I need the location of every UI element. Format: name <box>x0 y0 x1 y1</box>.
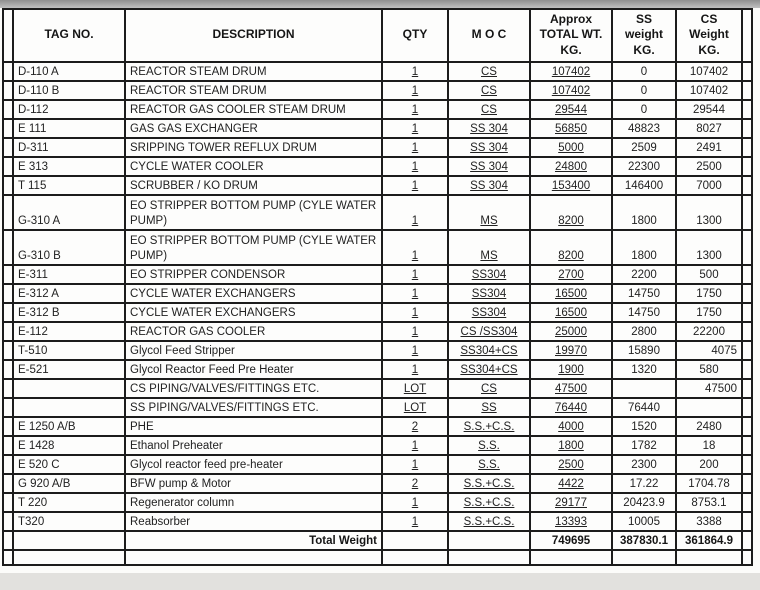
right-sliver-cell <box>742 195 752 230</box>
qty-cell: 1 <box>382 138 448 157</box>
right-sliver-cell <box>742 550 752 565</box>
tag-cell: E-312 A <box>13 284 125 303</box>
qty-cell: 1 <box>382 195 448 230</box>
table-row <box>3 474 752 493</box>
qty-cell: LOT <box>382 379 448 398</box>
column-header-description: DESCRIPTION <box>125 9 382 62</box>
blank-ss-cell <box>612 550 676 565</box>
description-cell: CS PIPING/VALVES/FITTINGS ETC. <box>125 379 382 398</box>
description-cell: REACTOR STEAM DRUM <box>125 81 382 100</box>
left-sliver-cell <box>3 230 13 265</box>
right-sliver-cell <box>742 322 752 341</box>
approx-cell: 24800 <box>530 157 612 176</box>
moc-cell: SS <box>448 398 530 417</box>
right-sliver-cell <box>742 493 752 512</box>
blank-cs-cell <box>676 550 742 565</box>
table-row <box>3 303 752 322</box>
approx-cell: 29177 <box>530 493 612 512</box>
tag-cell: E 1428 <box>13 436 125 455</box>
tag-cell: E-311 <box>13 265 125 284</box>
tag-cell: E 111 <box>13 119 125 138</box>
cs-cell: 1300 <box>676 195 742 230</box>
moc-cell: CS <box>448 62 530 81</box>
tag-cell: D-311 <box>13 138 125 157</box>
right-sliver-cell <box>742 512 752 531</box>
ss-cell: 20423.9 <box>612 493 676 512</box>
ss-cell: 0 <box>612 100 676 119</box>
blank-row <box>3 550 752 565</box>
right-sliver-cell <box>742 157 752 176</box>
tag-cell: D-110 B <box>13 81 125 100</box>
cs-cell: 7000 <box>676 176 742 195</box>
moc-cell: SS304 <box>448 284 530 303</box>
ss-cell: 22300 <box>612 157 676 176</box>
table-row <box>3 138 752 157</box>
cs-cell: 107402 <box>676 81 742 100</box>
left-sliver-cell <box>3 474 13 493</box>
description-cell: Ethanol Preheater <box>125 436 382 455</box>
ss-cell: 14750 <box>612 303 676 322</box>
right-sliver-cell <box>742 379 752 398</box>
cs-cell: 107402 <box>676 62 742 81</box>
right-sliver-cell <box>742 62 752 81</box>
left-sliver-cell <box>3 284 13 303</box>
approx-cell: 107402 <box>530 81 612 100</box>
qty-cell: 2 <box>382 474 448 493</box>
cs-cell: 4075 <box>676 341 742 360</box>
description-cell: SS PIPING/VALVES/FITTINGS ETC. <box>125 398 382 417</box>
approx-cell: 4000 <box>530 417 612 436</box>
description-cell: Glycol Reactor Feed Pre Heater <box>125 360 382 379</box>
approx-cell: 76440 <box>530 398 612 417</box>
cs-cell: 3388 <box>676 512 742 531</box>
cs-cell: 580 <box>676 360 742 379</box>
cs-cell: 2500 <box>676 157 742 176</box>
total-tag-cell <box>13 531 125 550</box>
tag-cell: E 313 <box>13 157 125 176</box>
approx-cell: 29544 <box>530 100 612 119</box>
left-sliver-cell <box>3 398 13 417</box>
moc-cell: SS304 <box>448 303 530 322</box>
cs-cell <box>676 398 742 417</box>
approx-cell: 1900 <box>530 360 612 379</box>
moc-cell: CS <box>448 81 530 100</box>
moc-cell: CS <box>448 100 530 119</box>
left-sliver-cell <box>3 360 13 379</box>
left-sliver-cell <box>3 157 13 176</box>
blank-approx-cell <box>530 550 612 565</box>
ss-cell: 1800 <box>612 195 676 230</box>
qty-cell: 1 <box>382 341 448 360</box>
cs-cell: 2491 <box>676 138 742 157</box>
right-sliver-cell <box>742 138 752 157</box>
right-sliver-cell <box>742 119 752 138</box>
description-cell: SCRUBBER / KO DRUM <box>125 176 382 195</box>
description-cell: GAS GAS EXCHANGER <box>125 119 382 138</box>
approx-cell: 153400 <box>530 176 612 195</box>
qty-cell: 1 <box>382 284 448 303</box>
column-header-ss: SS weight KG. <box>612 9 676 62</box>
column-header-moc: M O C <box>448 9 530 62</box>
ss-cell: 1520 <box>612 417 676 436</box>
description-cell: REACTOR GAS COOLER <box>125 322 382 341</box>
qty-cell: 1 <box>382 62 448 81</box>
cs-cell: 47500 <box>676 379 742 398</box>
qty-cell: 2 <box>382 417 448 436</box>
cs-cell: 1300 <box>676 230 742 265</box>
left-sliver-cell <box>3 322 13 341</box>
moc-cell: S.S.+C.S. <box>448 493 530 512</box>
qty-cell: 1 <box>382 360 448 379</box>
moc-cell: S.S.+C.S. <box>448 417 530 436</box>
ss-cell: 0 <box>612 81 676 100</box>
ss-cell: 76440 <box>612 398 676 417</box>
moc-cell: S.S. <box>448 455 530 474</box>
tag-cell: E 1250 A/B <box>13 417 125 436</box>
right-sliver-cell <box>742 360 752 379</box>
moc-cell: CS /SS304 <box>448 322 530 341</box>
left-sliver-cell <box>3 176 13 195</box>
right-sliver-cell <box>742 531 752 550</box>
ss-cell <box>612 379 676 398</box>
qty-cell: 1 <box>382 493 448 512</box>
table-row <box>3 62 752 81</box>
qty-cell: 1 <box>382 436 448 455</box>
ss-cell: 48823 <box>612 119 676 138</box>
qty-cell: 1 <box>382 100 448 119</box>
table-row <box>3 157 752 176</box>
cs-cell: 8027 <box>676 119 742 138</box>
ss-cell: 1800 <box>612 230 676 265</box>
moc-cell: MS <box>448 195 530 230</box>
left-sliver-cell <box>3 379 13 398</box>
description-cell: EO STRIPPER BOTTOM PUMP (CYLE WATER PUMP) <box>125 195 382 230</box>
ss-cell: 146400 <box>612 176 676 195</box>
qty-cell: LOT <box>382 398 448 417</box>
table-row <box>3 265 752 284</box>
right-sliver-cell <box>742 9 752 62</box>
qty-cell: 1 <box>382 512 448 531</box>
blank-moc-cell <box>448 550 530 565</box>
left-sliver-cell <box>3 493 13 512</box>
approx-cell: 13393 <box>530 512 612 531</box>
approx-cell: 19970 <box>530 341 612 360</box>
qty-cell: 1 <box>382 176 448 195</box>
left-sliver-cell <box>3 81 13 100</box>
tag-cell: T 220 <box>13 493 125 512</box>
approx-cell: 25000 <box>530 322 612 341</box>
qty-cell: 1 <box>382 157 448 176</box>
right-sliver-cell <box>742 230 752 265</box>
cs-cell: 22200 <box>676 322 742 341</box>
left-sliver-cell <box>3 119 13 138</box>
table-header-row <box>3 9 752 62</box>
ss-cell: 1782 <box>612 436 676 455</box>
right-sliver-cell <box>742 81 752 100</box>
description-cell: REACTOR STEAM DRUM <box>125 62 382 81</box>
approx-cell: 16500 <box>530 284 612 303</box>
approx-cell: 1800 <box>530 436 612 455</box>
right-sliver-cell <box>742 436 752 455</box>
right-sliver-cell <box>742 265 752 284</box>
ss-cell: 2300 <box>612 455 676 474</box>
description-cell: Regenerator column <box>125 493 382 512</box>
cs-cell: 500 <box>676 265 742 284</box>
moc-cell: S.S. <box>448 436 530 455</box>
tag-cell: D-110 A <box>13 62 125 81</box>
tag-cell: T-510 <box>13 341 125 360</box>
right-sliver-cell <box>742 398 752 417</box>
tag-cell: E-112 <box>13 322 125 341</box>
table-header <box>3 9 752 62</box>
approx-cell: 4422 <box>530 474 612 493</box>
description-cell: Glycol Feed Stripper <box>125 341 382 360</box>
tag-cell: E 520 C <box>13 455 125 474</box>
left-sliver-cell <box>3 100 13 119</box>
left-sliver-cell <box>3 550 13 565</box>
top-gray-strip <box>0 0 760 8</box>
cs-cell: 1750 <box>676 303 742 322</box>
table-row <box>3 417 752 436</box>
cs-cell: 1704.78 <box>676 474 742 493</box>
ss-cell: 10005 <box>612 512 676 531</box>
left-sliver-cell <box>3 195 13 230</box>
approx-cell: 16500 <box>530 303 612 322</box>
approx-cell: 2700 <box>530 265 612 284</box>
table-row <box>3 398 752 417</box>
left-sliver-cell <box>3 417 13 436</box>
right-sliver-cell <box>742 100 752 119</box>
tag-cell: E-312 B <box>13 303 125 322</box>
column-header-qty: QTY <box>382 9 448 62</box>
moc-cell: MS <box>448 230 530 265</box>
tag-cell: T320 <box>13 512 125 531</box>
cs-cell: 1750 <box>676 284 742 303</box>
description-cell: CYCLE WATER EXCHANGERS <box>125 284 382 303</box>
qty-cell: 1 <box>382 455 448 474</box>
column-header-cs: CS Weight KG. <box>676 9 742 62</box>
moc-cell: SS304+CS <box>448 341 530 360</box>
cs-cell: 29544 <box>676 100 742 119</box>
left-sliver-cell <box>3 341 13 360</box>
left-sliver-cell <box>3 138 13 157</box>
ss-cell: 2200 <box>612 265 676 284</box>
moc-cell: SS 304 <box>448 138 530 157</box>
ss-cell: 0 <box>612 62 676 81</box>
total-row <box>3 531 752 550</box>
moc-cell: CS <box>448 379 530 398</box>
qty-cell: 1 <box>382 303 448 322</box>
ss-cell: 1320 <box>612 360 676 379</box>
cs-cell: 8753.1 <box>676 493 742 512</box>
equipment-weight-table <box>2 8 753 566</box>
ss-cell: 14750 <box>612 284 676 303</box>
approx-cell: 47500 <box>530 379 612 398</box>
table-row <box>3 512 752 531</box>
total-approx-cell: 749695 <box>530 531 612 550</box>
approx-cell: 56850 <box>530 119 612 138</box>
table-row <box>3 379 752 398</box>
right-sliver-cell <box>742 284 752 303</box>
blank-description-cell <box>125 550 382 565</box>
approx-cell: 8200 <box>530 230 612 265</box>
table-row <box>3 195 752 230</box>
bottom-gray-strip <box>0 573 760 590</box>
table-row <box>3 322 752 341</box>
table-row <box>3 230 752 265</box>
table-row <box>3 81 752 100</box>
left-sliver-cell <box>3 512 13 531</box>
qty-cell: 1 <box>382 265 448 284</box>
ss-cell: 15890 <box>612 341 676 360</box>
description-cell: REACTOR GAS COOLER STEAM DRUM <box>125 100 382 119</box>
table-row <box>3 176 752 195</box>
table-body <box>3 62 752 565</box>
column-header-approx: Approx TOTAL WT. KG. <box>530 9 612 62</box>
moc-cell: SS 304 <box>448 176 530 195</box>
right-sliver-cell <box>742 417 752 436</box>
blank-tag-cell <box>13 550 125 565</box>
approx-cell: 5000 <box>530 138 612 157</box>
left-sliver-cell <box>3 531 13 550</box>
tag-cell: G 920 A/B <box>13 474 125 493</box>
description-cell: PHE <box>125 417 382 436</box>
tag-cell <box>13 379 125 398</box>
qty-cell: 1 <box>382 230 448 265</box>
description-cell: EO STRIPPER BOTTOM PUMP (CYLE WATER PUMP) <box>125 230 382 265</box>
left-sliver-cell <box>3 62 13 81</box>
right-sliver-cell <box>742 474 752 493</box>
description-cell: CYCLE WATER EXCHANGERS <box>125 303 382 322</box>
table-row <box>3 360 752 379</box>
ss-cell: 2800 <box>612 322 676 341</box>
tag-cell: G-310 B <box>13 230 125 265</box>
moc-cell: SS304+CS <box>448 360 530 379</box>
right-sliver-cell <box>742 176 752 195</box>
description-cell: BFW pump & Motor <box>125 474 382 493</box>
column-header-tag: TAG NO. <box>13 9 125 62</box>
ss-cell: 2509 <box>612 138 676 157</box>
description-cell: EO STRIPPER CONDENSOR <box>125 265 382 284</box>
cs-cell: 2480 <box>676 417 742 436</box>
table-row <box>3 436 752 455</box>
moc-cell: SS 304 <box>448 157 530 176</box>
ss-cell: 17.22 <box>612 474 676 493</box>
qty-cell: 1 <box>382 119 448 138</box>
tag-cell: G-310 A <box>13 195 125 230</box>
approx-cell: 8200 <box>530 195 612 230</box>
left-sliver-cell <box>3 436 13 455</box>
table-row <box>3 341 752 360</box>
table-row <box>3 455 752 474</box>
moc-cell: S.S.+C.S. <box>448 474 530 493</box>
description-cell: SRIPPING TOWER REFLUX DRUM <box>125 138 382 157</box>
tag-cell: D-112 <box>13 100 125 119</box>
description-cell: CYCLE WATER COOLER <box>125 157 382 176</box>
tag-cell: T 115 <box>13 176 125 195</box>
total-ss-cell: 387830.1 <box>612 531 676 550</box>
moc-cell: SS 304 <box>448 119 530 138</box>
cs-cell: 18 <box>676 436 742 455</box>
qty-cell: 1 <box>382 322 448 341</box>
total-label-cell: Total Weight <box>125 531 382 550</box>
table-row <box>3 119 752 138</box>
cs-cell: 200 <box>676 455 742 474</box>
left-sliver-cell <box>3 265 13 284</box>
left-sliver-cell <box>3 9 13 62</box>
approx-cell: 107402 <box>530 62 612 81</box>
left-sliver-cell <box>3 303 13 322</box>
blank-qty-cell <box>382 550 448 565</box>
table-row <box>3 284 752 303</box>
total-qty-cell <box>382 531 448 550</box>
table-row <box>3 493 752 512</box>
tag-cell <box>13 398 125 417</box>
right-sliver-cell <box>742 341 752 360</box>
table-row <box>3 100 752 119</box>
tag-cell: E-521 <box>13 360 125 379</box>
right-sliver-cell <box>742 455 752 474</box>
moc-cell: SS304 <box>448 265 530 284</box>
approx-cell: 2500 <box>530 455 612 474</box>
right-sliver-cell <box>742 303 752 322</box>
left-sliver-cell <box>3 455 13 474</box>
moc-cell: S.S.+C.S. <box>448 512 530 531</box>
total-cs-cell: 361864.9 <box>676 531 742 550</box>
qty-cell: 1 <box>382 81 448 100</box>
description-cell: Reabsorber <box>125 512 382 531</box>
description-cell: Glycol reactor feed pre-heater <box>125 455 382 474</box>
total-moc-cell <box>448 531 530 550</box>
